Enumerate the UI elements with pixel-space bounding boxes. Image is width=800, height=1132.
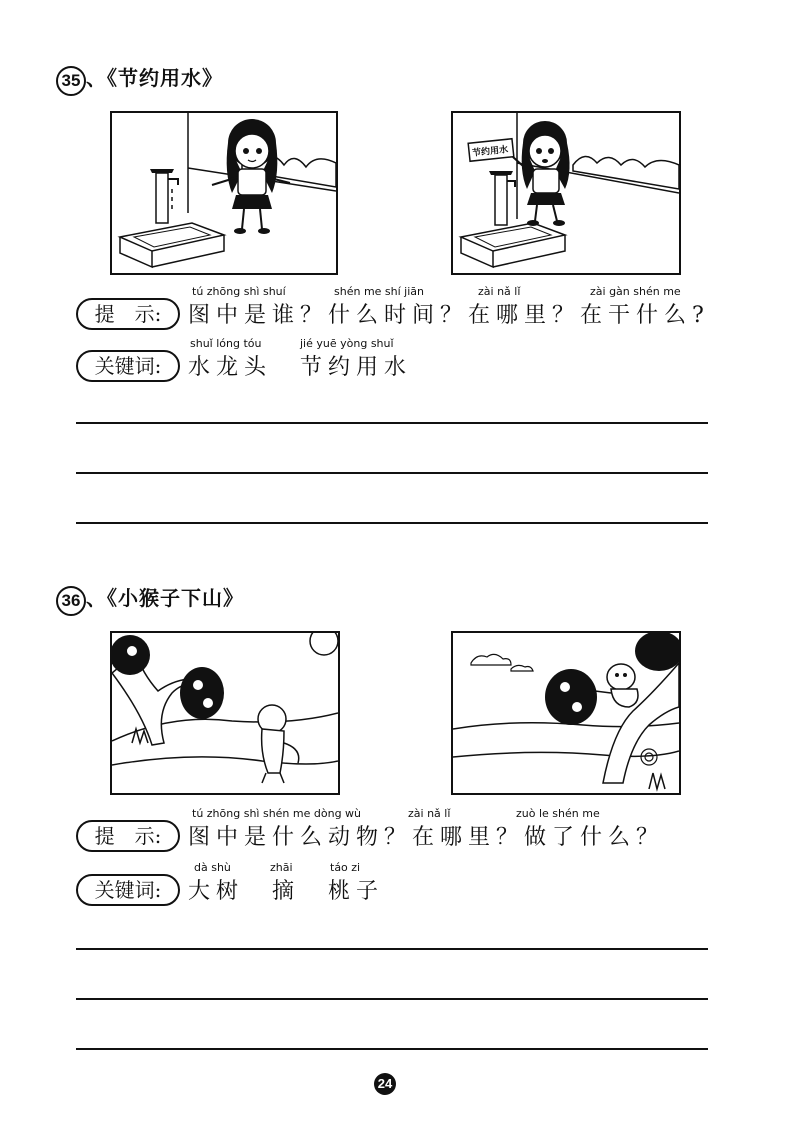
- hint-pinyin-1: tú zhōng shì shén me dòng wù: [192, 807, 362, 820]
- hint-pinyin-2: shén me shí jiān: [334, 285, 424, 298]
- illustration-girl-at-tap-1: [110, 111, 338, 275]
- writing-line[interactable]: [76, 998, 708, 1000]
- section-35-heading: [56, 62, 223, 96]
- illustration-monkey-in-tree: [451, 631, 681, 795]
- hint-pinyin-1: tú zhōng shì shuí: [192, 285, 286, 298]
- writing-line[interactable]: [76, 522, 708, 524]
- keyword-label: 关键词:: [76, 874, 180, 906]
- keyword-pinyin-2: jié yuē yòng shuǐ: [300, 337, 394, 350]
- hint-pinyin-3: zài nǎ lǐ: [478, 285, 521, 298]
- hint-label: 提 示:: [76, 820, 180, 852]
- water-saving-sign: 节约用水: [471, 145, 509, 159]
- keyword-pinyin-2: zhāi: [270, 861, 293, 874]
- keyword-pinyin-3: táo zi: [330, 861, 361, 874]
- keyword-label: 关键词:: [76, 350, 180, 382]
- hint-text: 图中是什么动物？在哪里？做了什么？: [188, 825, 665, 850]
- section-separator: 、: [86, 586, 107, 610]
- section-separator: 、: [86, 66, 107, 90]
- monkey-tree-drawing: [112, 633, 338, 793]
- monkey-picking-drawing: [453, 633, 679, 793]
- girl-tap-drawing: [112, 113, 336, 273]
- section-number-badge: 36: [56, 586, 86, 616]
- hint-label: 提 示:: [76, 298, 180, 330]
- page-number: 24: [374, 1073, 396, 1095]
- writing-line[interactable]: [76, 422, 708, 424]
- writing-line[interactable]: [76, 1048, 708, 1050]
- keyword-pinyin-1: shuǐ lóng tóu: [190, 337, 262, 350]
- hint-pinyin-3: zuò le shén me: [516, 807, 600, 820]
- writing-line[interactable]: [76, 948, 708, 950]
- section-title: 《节约用水》: [107, 66, 223, 90]
- illustration-monkey-under-tree: [110, 631, 340, 795]
- writing-line[interactable]: [76, 472, 708, 474]
- hint-pinyin-4: zài gàn shén me: [590, 285, 681, 298]
- illustration-girl-at-tap-2: [451, 111, 681, 275]
- keyword-text: 大树 摘 桃子: [188, 879, 385, 904]
- section-36-heading: [56, 582, 244, 616]
- keyword-text: 水龙头 节约用水: [188, 355, 413, 380]
- keyword-pinyin-1: dà shù: [194, 861, 231, 874]
- section-title: 《小猴子下山》: [107, 586, 244, 610]
- hint-text: 图中是谁？什么时间？在哪里？在干什么?: [188, 303, 710, 328]
- hint-pinyin-2: zài nǎ lǐ: [408, 807, 451, 820]
- section-number-badge: 35: [56, 66, 86, 96]
- girl-sign-drawing: [453, 113, 679, 273]
